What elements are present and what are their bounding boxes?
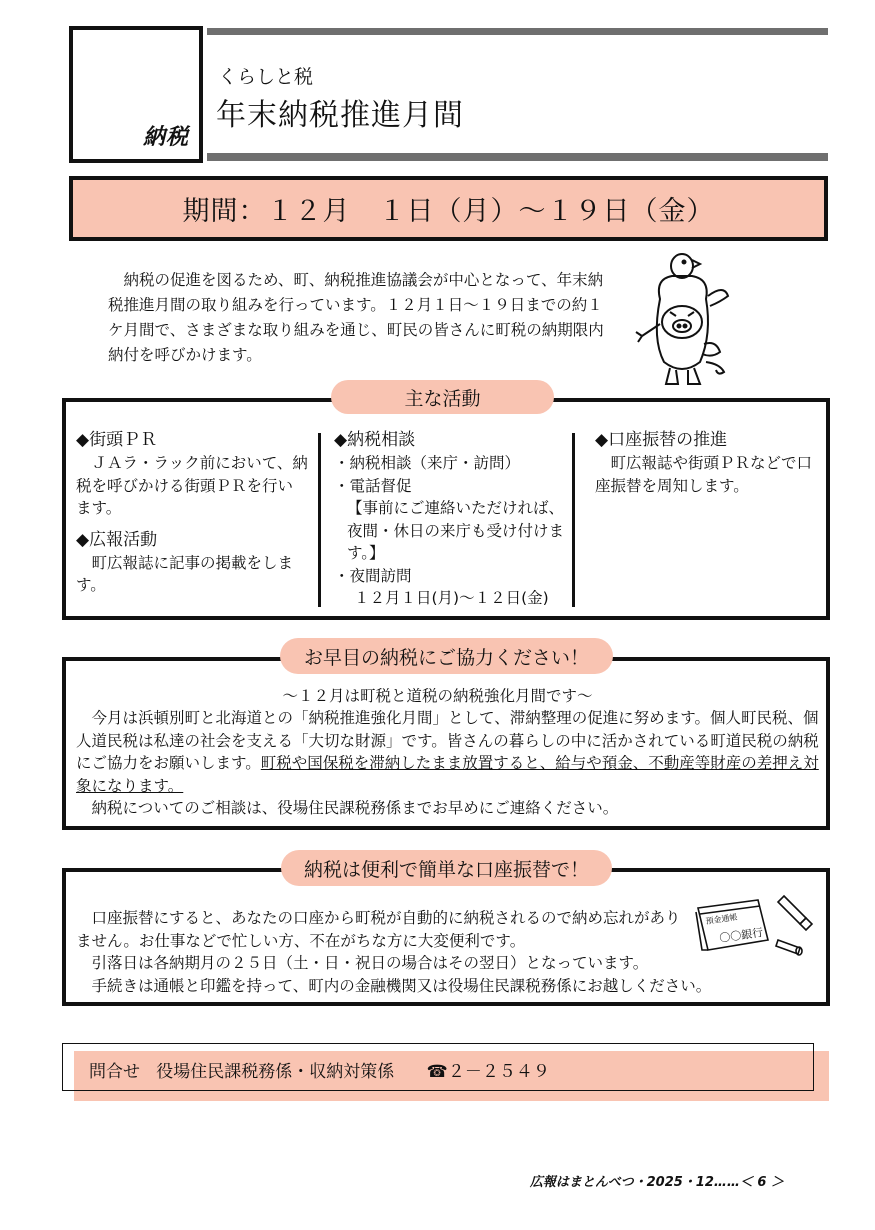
street-pr-heading: ◆街頭ＰＲ xyxy=(76,430,158,450)
bank-label: 〇〇銀行 xyxy=(718,925,764,945)
category-box xyxy=(69,26,203,163)
page-subtitle: くらしと税 xyxy=(218,66,314,88)
contact-department: 役場住民課税務係・収納対策係 xyxy=(156,1062,395,1082)
account-transfer-heading: 納税は便利で簡単な口座振替で！ xyxy=(281,850,612,886)
page-footer: 広報はまとんべつ・2025・12……＜ 6 ＞ xyxy=(529,1175,784,1190)
contact-label: 問合せ xyxy=(89,1062,140,1082)
transfer-promo-heading: ◆口座振替の推進 xyxy=(595,430,728,450)
header-bottom-rule xyxy=(207,153,828,161)
night-visit-dates: １２月１日(月)～１２日(金) xyxy=(354,589,549,607)
consultation-note: 【事前にご連絡いただければ、夜間・休日の来庁も受け付けます。】 xyxy=(347,499,565,562)
early-payment-text: 今月は浜頓別町と北海道との「納税推進強化月間」として、滞納整理の促進に努めます。個人町民税、個人道民税は私達の社会を支える「大切な財源」です。皆さんの暮らしの中に活かされている町道民税の納税にご協力をお願いします。 xyxy=(76,709,819,772)
early-payment-body xyxy=(76,707,821,820)
column-divider-1 xyxy=(318,433,321,607)
early-payment-subheading: ～１２月は町税と道税の納税強化月間です～ xyxy=(282,687,593,705)
period-banner: 期間：１２月 １日（月）～１９日（金） xyxy=(69,176,828,241)
passbook-seal-illustration xyxy=(692,888,820,968)
seizure-warning: 町税や国保税を滞納したまま放置すると、給与や預金、不動産等財産の差押え対象になります。 xyxy=(76,754,819,795)
publicity-text: 町広報誌に記事の掲載をします。 xyxy=(76,553,294,594)
contact-phone: ☎２－２５４９ xyxy=(426,1062,550,1082)
early-payment-heading: お早目の納税にご協力ください！ xyxy=(280,638,613,674)
consultation-item-night: ・夜間訪問 xyxy=(334,566,412,585)
activity-column-pr xyxy=(76,428,308,597)
page-title: 年末納税推進月間 xyxy=(216,98,464,133)
early-payment-contact-note: 納税についてのご相談は、役場住民課税務係までお早めにご連絡ください。 xyxy=(76,799,619,817)
activity-column-consult xyxy=(334,428,566,610)
consultation-item-visit: ・納税相談（来庁・訪問） xyxy=(334,454,521,472)
category-label: 納税 xyxy=(142,125,189,150)
contact-line xyxy=(89,1057,550,1082)
activity-column-transfer xyxy=(595,428,823,497)
column-divider-2 xyxy=(572,433,575,607)
passbook-label: 預金通帳 xyxy=(705,912,738,926)
intro-paragraph: 納税の促進を図るため、町、納税推進協議会が中心となって、年末納税推進月間の取り組みを行っています。１２月１日～１９日までの約１ケ月間で、さまざまな取り組みを通じ、町民の皆さんに町税の納期限内納付を呼びかけます。 xyxy=(108,271,604,364)
account-transfer-text-2: 引落日は各納期月の２５日（土・日・祝日の場合はその翌日）となっています。 xyxy=(76,954,649,972)
consultation-heading: ◆納税相談 xyxy=(334,430,416,450)
account-transfer-text-3: 手続きは通帳と印鑑を持って、町内の金融機関又は役場住民課税務係にお越しください。 xyxy=(76,976,712,995)
activities-heading: 主な活動 xyxy=(331,380,554,414)
consultation-item-phone: ・電話督促 xyxy=(334,476,412,495)
transfer-promo-text: 町広報誌や街頭ＰＲなどで口座振替を周知します。 xyxy=(595,454,813,495)
street-pr-text: ＪＡラ・ラック前において、納税を呼びかける街頭ＰＲを行います。 xyxy=(76,454,308,517)
header-top-rule xyxy=(207,28,828,35)
publicity-heading: ◆広報活動 xyxy=(76,529,158,550)
account-transfer-text-1: 口座振替にすると、あなたの口座から町税が自動的に納税されるので納め忘れがありません。お仕事などで忙しい方、不在がちな方に大変便利です。 xyxy=(76,909,681,950)
mascot-illustration xyxy=(620,244,740,394)
